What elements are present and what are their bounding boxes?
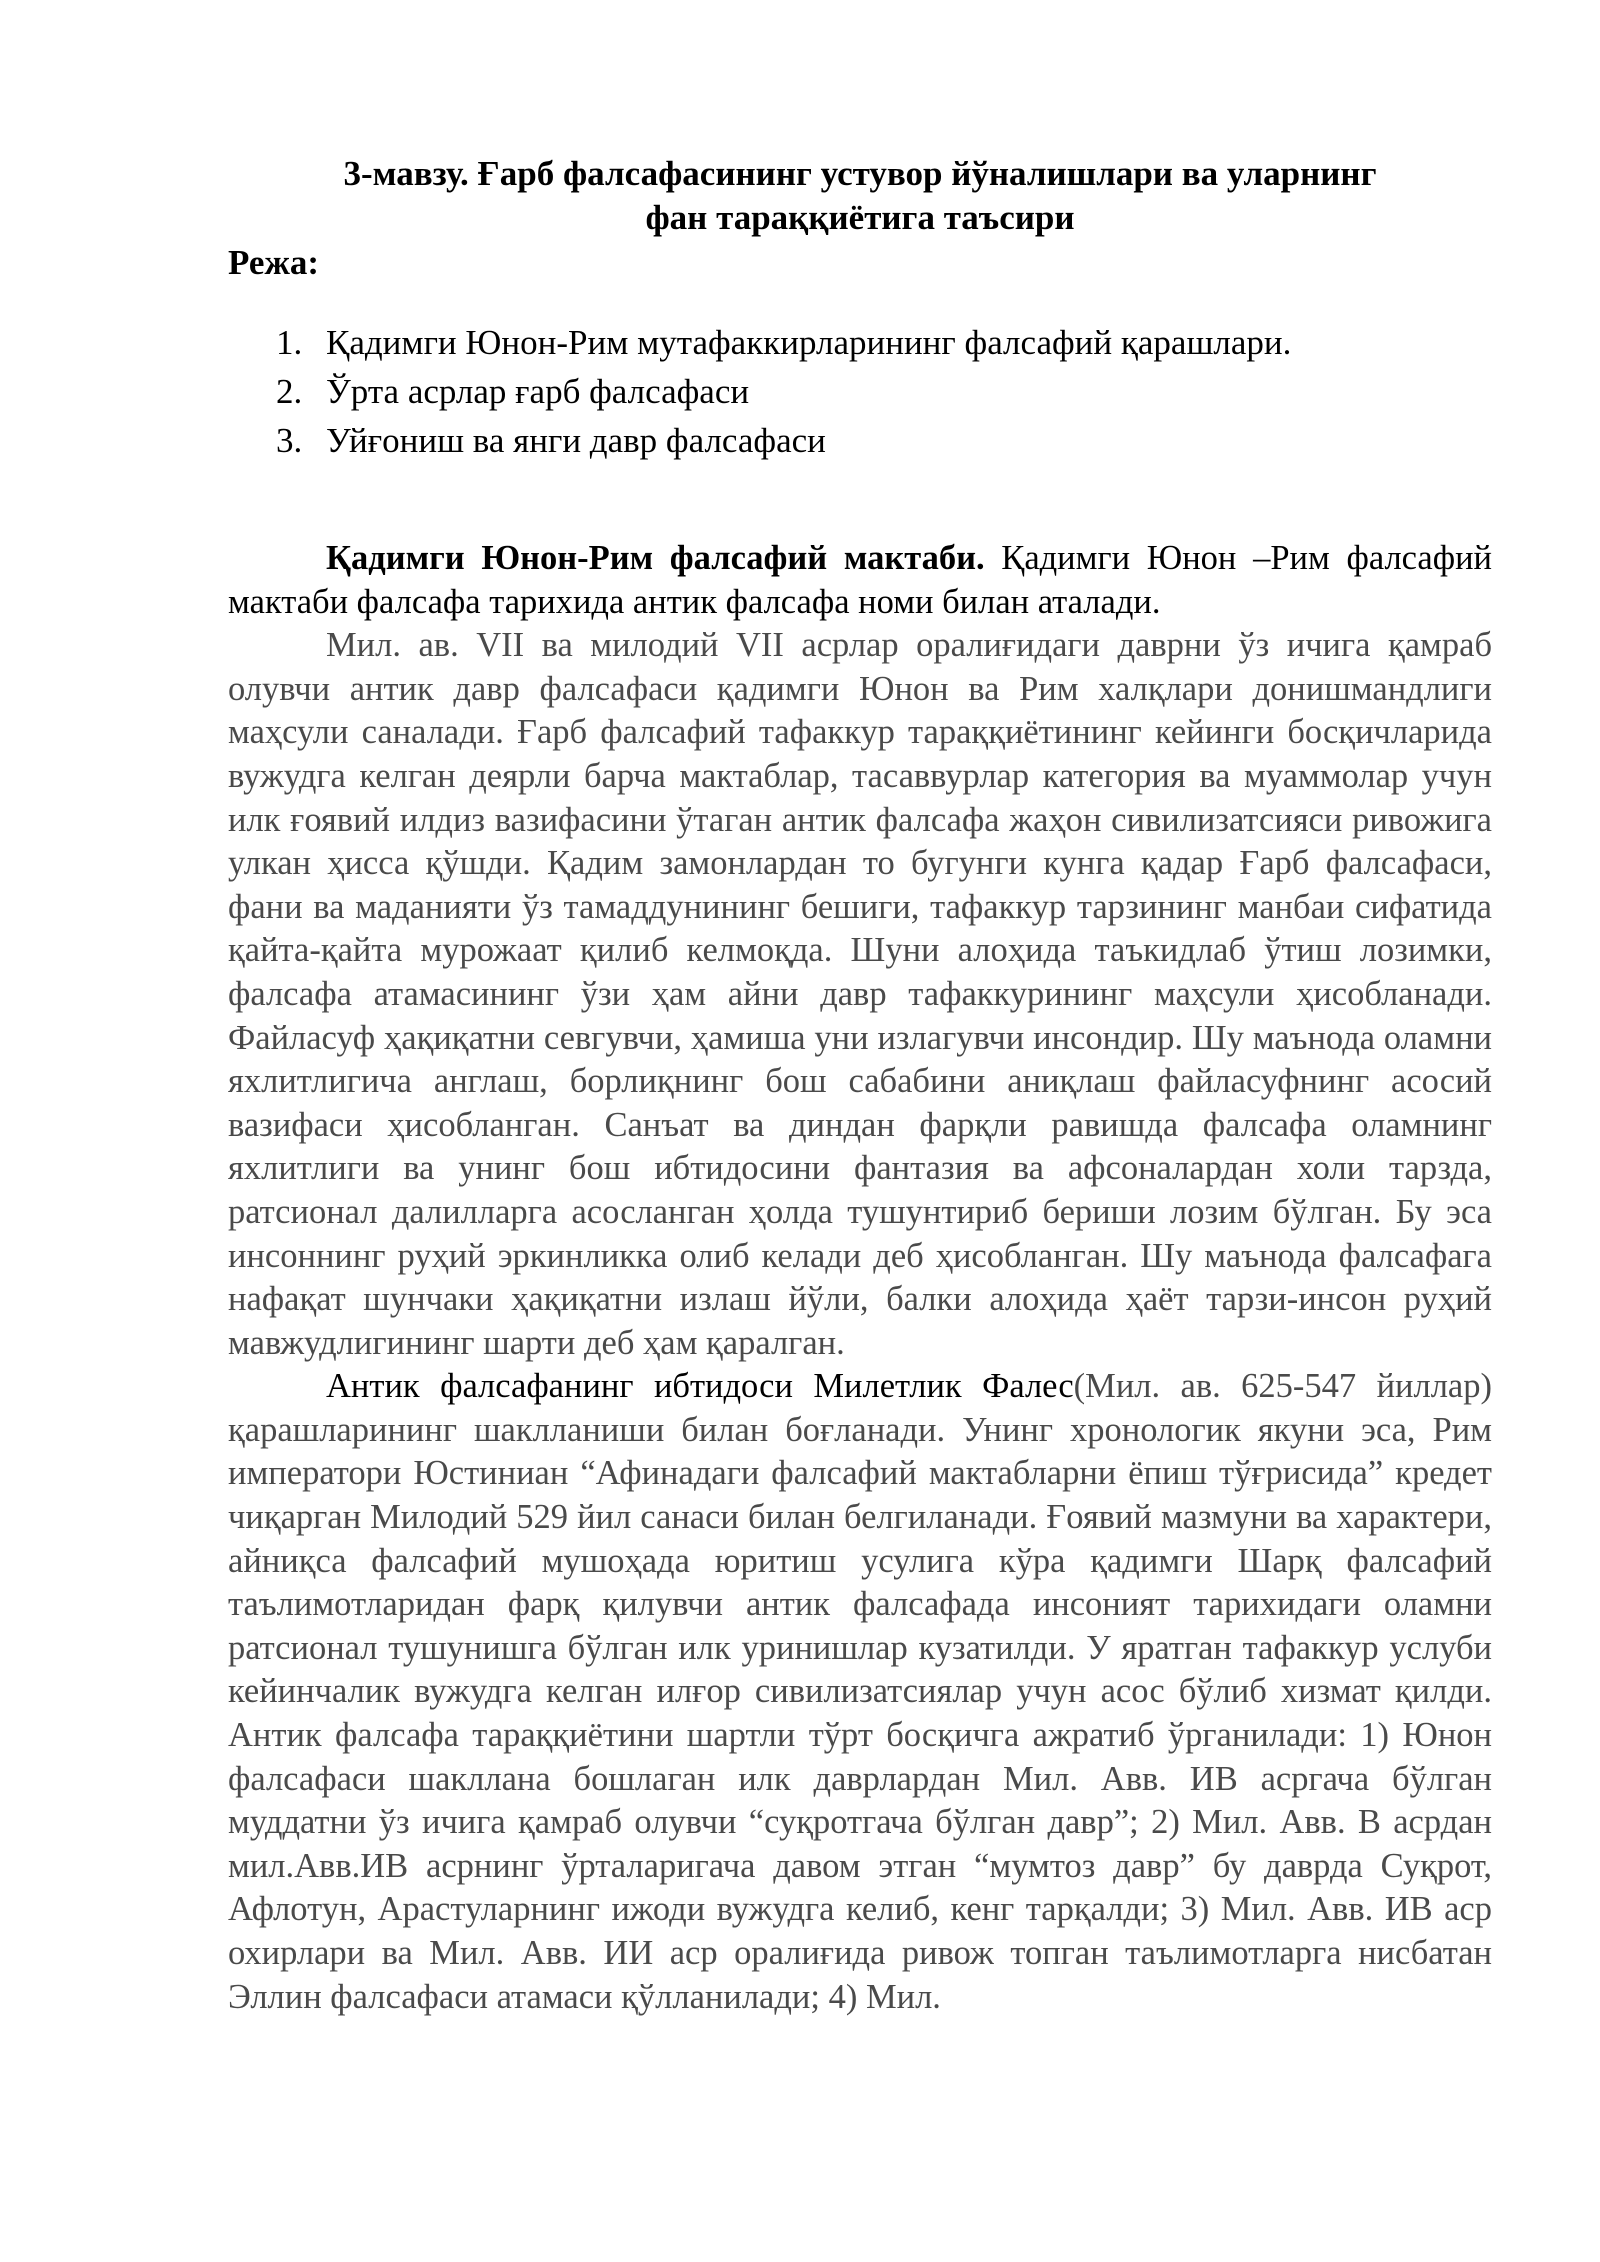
plan-item	[270, 318, 1291, 367]
plan-heading: Режа:	[228, 243, 319, 282]
body-paragraph: Мил. ав. VII ва милодий VII асрлар оралиғидаги даврни ўз ичига қамраб олувчи антик давр фалсафаси қадимги Юнон ва Рим халқлари донишмандлиги маҳсули саналади. Ғарб фалсафий тафаккур тараққиётининг кейинги босқичларида вужудга келган деярли барча мактаблар, тасаввурлар категория ва муаммолар учун илк ғоявий илдиз вазифасини ўтаган антик фалсафа жаҳон сивилизатсияси ривожига улкан ҳисса қўшди. Қадим замонлардан то бугунги кунга қадар Ғарб фалсафаси, фани ва маданияти ўз тамаддунининг бешиги, тафаккур тарзининг манбаи сифатида қайта-қайта мурожаат қилиб келмоқда. Шуни алоҳида таъкидлаб ўтиш лозимки, фалсафа атамасининг ўзи ҳам айни давр тафаккурининг маҳсули ҳисобланади. Файласуф ҳақиқатни севгувчи, ҳамиша уни излагувчи инсондир. Шу маънода оламни яхлитлигича англаш, борлиқнинг бош сабабини аниқлаш файласуфнинг асосий вазифаси ҳисобланган. Санъат ва диндан фарқли равишда фалсафа оламнинг яхлитлиги ва унинг бош ибтидосини фантазия ва афсоналардан холи тарзда, ратсионал далилларга асосланган ҳолда тушунтириб бериши лозим бўлган. Бу эса инсоннинг руҳий эркинликка олиб келади деб ҳисобланган. Шу маънода фалсафага нафақат шунчаки ҳақиқатни излаш йўли, балки алоҳида ҳаёт тарзи-инсон руҳий мавжудлигининг шарти деб ҳам қаралган.	[228, 626, 1492, 1362]
body-paragraph	[228, 1365, 1492, 2019]
plan-item-number: 1.	[276, 323, 303, 362]
plan-item-text: Уйғониш ва янги давр фалсафаси	[326, 421, 826, 460]
title-line-1: 3-мавзу. Ғарб фалсафасининг устувор йўналишлари ва уларнинг	[343, 154, 1377, 193]
plan-item	[270, 367, 1291, 416]
section-intro-text: Қадимги Юнон –Рим фалсафий мактаби фалсафа тарихида антик фалсафа номи билан аталади.	[228, 539, 1492, 621]
plan-item-text: Ўрта асрлар ғарб фалсафаси	[326, 372, 750, 411]
title-line-2: фан тараққиётига таъсири	[645, 198, 1075, 237]
plan-item-text: Қадимги Юнон-Рим мутафаккирларининг фалсафий қарашлари.	[326, 323, 1292, 362]
section-heading: Қадимги Юнон-Рим фалсафий мактаби.	[326, 539, 985, 577]
plan-item-number: 2.	[276, 372, 303, 411]
paragraph-text: (Мил. ав. 625-547 йиллар) қарашларининг шаклланиши билан боғланади. Унинг хронологик якуни эса, Рим императори Юстиниан “Афинадаги фалсафий мактабларни ёпиш тўғрисида” кредет чиқарган Милодий 529 йил санаси билан белгиланади. Ғоявий мазмуни ва характери, айниқса фалсафий мушоҳада юритиш усулига кўра қадимги Шарқ фалсафий таълимотларидан фарқ қилувчи антик фалсафада инсоният тарихидаги оламни ратсионал тушунишга бўлган илк уринишлар кузатилди. У яратган тафаккур услуби кейинчалик вужудга келган илғор сивилизатсиялар учун асос бўлиб хизмат қилди. Антик фалсафа тараққиётини шартли тўрт босқичга ажратиб ўрганилади: 1) Юнон фалсафаси шакллана бошлаган илк даврлардан Мил. Авв. ИВ асргача бўлган муддатни ўз ичига қамраб олувчи “суқротгача бўлган давр”; 2) Мил. Авв. В асрдан мил.Авв.ИВ асрнинг ўрталаригача давом этган “мумтоз давр” бу даврда Суқрот, Афлотун, Арастуларнинг ижоди вужудга келиб, кенг тарқалди; 3) Мил. Авв. ИВ аср охирлари ва Мил. Авв. ИИ аср оралиғида ривож топган таълимотларга нисбатан Эллин фалсафаси атамаси қўлланилади; 4) Мил.	[228, 1367, 1492, 2016]
plan-item-number: 3.	[276, 421, 303, 460]
paragraph-lead-text: Антик фалсафанинг ибтидоси Милетлик Фалес	[326, 1367, 1074, 1406]
plan-list	[270, 318, 1291, 465]
document-body	[228, 537, 1492, 2019]
document-title	[230, 152, 1490, 240]
section-paragraph-intro	[228, 537, 1492, 624]
plan-item	[270, 416, 1291, 465]
